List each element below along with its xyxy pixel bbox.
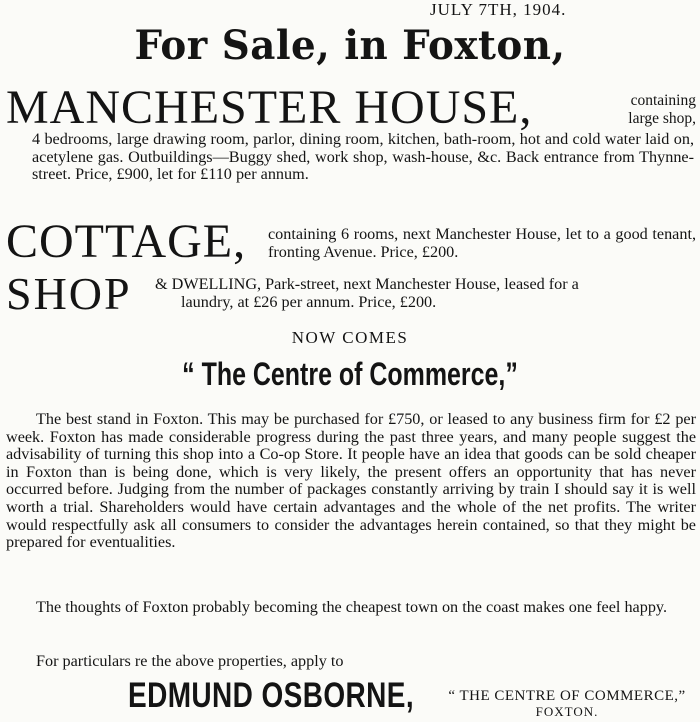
main-paragraph xyxy=(6,411,696,552)
cottage-title: COTTAGE, xyxy=(6,215,247,268)
cottage-description: containing 6 rooms, next Manchester House, let to a good tenant, fronting Avenue. Price, £200. xyxy=(268,225,696,261)
closing-paragraph-text: The thoughts of Foxton probably becoming the cheapest town on the coast makes one feel happy. xyxy=(36,598,668,616)
manchester-house-text: 4 bedrooms, large drawing room, parlor, dining room, kitchen, bath-room, hot and cold water laid on, acetylene gas. Outbuildings—Buggy shed, work shop, wash-house, &c. Back entrance from Thynne-street. Price, £900, let for £110 per annum. xyxy=(32,130,694,184)
containing-line-2: large shop, xyxy=(628,110,696,127)
centre-of-commerce-heading: “ The Centre of Commerce,” xyxy=(182,356,518,392)
main-paragraph-text: The best stand in Foxton. This may be purchased for £750, or leased to any business firm for £2 per week. Foxton has made considerable progress during the past three years, and many people suggest the advisability of turning this shop into a Co-op Store. It people have an idea that goods can be sold cheaper in Foxton than is being done, which is very likely, the present offers an opportunity that has never occurred before. Judging from the number of packages constantly arriving by train I should say it is well worth a trial. Shareholders would have certain advantages and the whole of the net profits. The writer would respectfully ask all consumers to consider the advantages herein contained, so that they might be prepared for eventualities. xyxy=(6,410,696,552)
manchester-house-description xyxy=(32,131,694,184)
shop-title: SHOP xyxy=(6,268,132,319)
address-line-1: “ THE CENTRE OF COMMERCE,” xyxy=(448,688,686,704)
shop-description-line-2: laundry, at £26 per annum. Price, £200. xyxy=(181,292,437,311)
address-line-2: FOXTON. xyxy=(535,704,599,719)
advert-date: JULY 7TH, 1904. xyxy=(430,0,567,19)
manchester-house-containing xyxy=(610,92,696,128)
signer-address xyxy=(436,688,698,720)
now-comes-label: NOW COMES xyxy=(291,328,409,347)
containing-line-1: containing xyxy=(630,92,696,109)
shop-description xyxy=(155,276,696,311)
shop-description-line-1: & DWELLING, Park-street, next Manchester House, leased for a xyxy=(155,275,579,293)
signer-name: EDMUND OSBORNE, xyxy=(128,676,415,715)
apply-line: For particulars re the above properties, apply to xyxy=(36,652,344,670)
closing-paragraph xyxy=(6,599,696,617)
manchester-house-title: MANCHESTER HOUSE, xyxy=(6,81,533,134)
headline: For Sale, in Foxton, xyxy=(134,22,566,69)
